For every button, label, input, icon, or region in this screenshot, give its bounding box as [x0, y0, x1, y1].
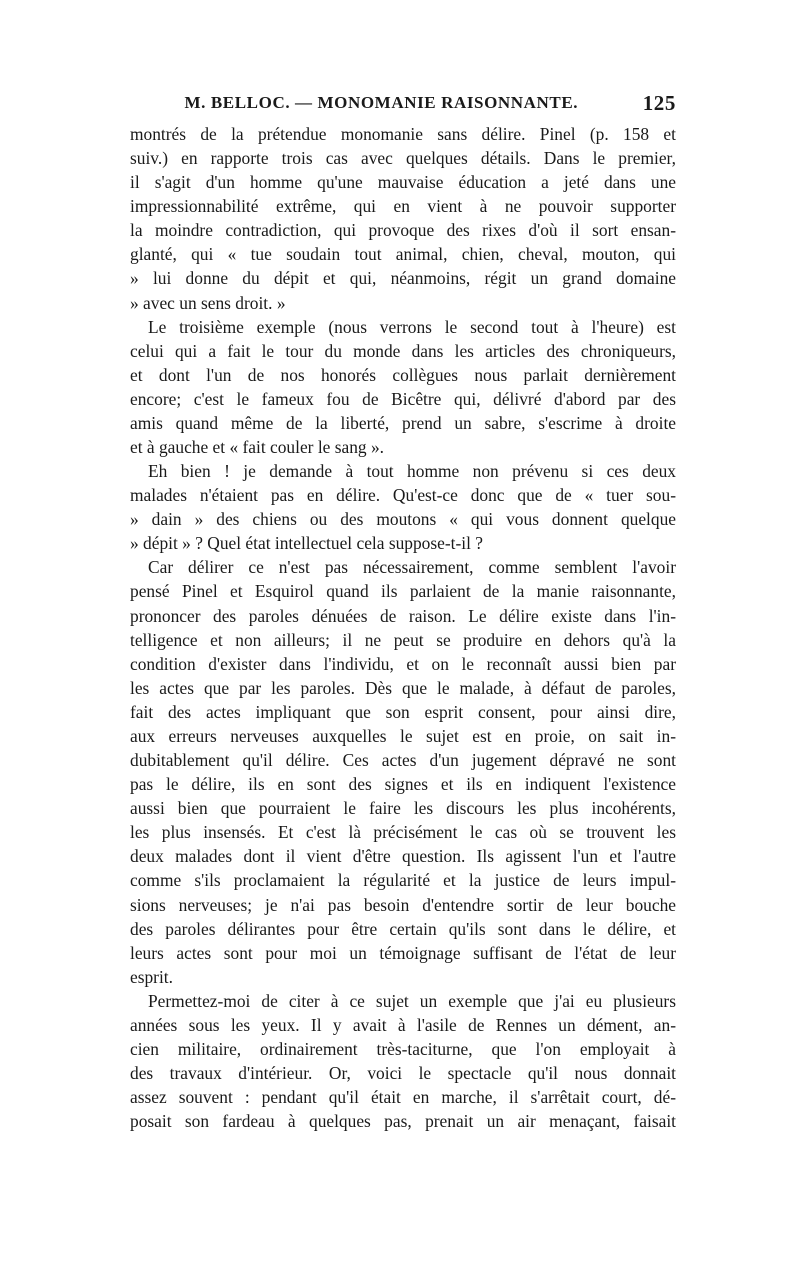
text-line: » avec un sens droit. » [130, 292, 286, 313]
text-line: et dont l'un de nos honorés collègues nous parlait dernièrement [130, 364, 676, 385]
text-line: pas le délire, ils en sont des signes et ils en indiquent l'existence [130, 774, 676, 795]
running-head-author: M. BELLOC. [184, 93, 291, 112]
text-line: posait son fardeau à quelques pas, prenait un air menaçant, faisait [130, 1111, 676, 1132]
text-line: des travaux d'intérieur. Or, voici le spectacle qu'il nous donnait [130, 1063, 676, 1084]
text-line: impressionnabilité extrême, qui en vient à ne pouvoir supporter [130, 196, 676, 217]
text-line: » dain » des chiens ou des moutons « qui vous donnent quelque [130, 509, 676, 530]
text-line: telligence et non ailleurs; il ne peut se produire en dehors qu'à la [130, 629, 676, 650]
text-line: fait des actes impliquant que son esprit consent, pour ainsi dire, [130, 701, 676, 722]
text-line: comme s'ils proclamaient la régularité et la justice de leurs impul- [130, 870, 676, 891]
running-head-separator: — [295, 93, 313, 112]
paragraph-first-line: Permettez-moi de citer à ce sujet un exemple que j'ai eu plusieurs [148, 990, 676, 1011]
text-line: » lui donne du dépit et qui, néanmoins, régit un grand domaine [130, 268, 676, 289]
text-line: les actes que par les paroles. Dès que le malade, à défaut de paroles, [130, 677, 676, 698]
text-line: aux erreurs nerveuses auxquelles le sujet est en proie, on sait in- [130, 725, 676, 746]
text-line: suiv.) en rapporte trois cas avec quelques détails. Dans le premier, [130, 148, 676, 169]
running-head-text [130, 93, 643, 113]
text-line: aussi bien que pourraient le faire les discours les plus incohérents, [130, 798, 676, 819]
running-head-title: MONOMANIE RAISONNANTE. [317, 93, 579, 112]
paragraph-first-line: Le troisième exemple (nous verrons le second tout à l'heure) est [148, 316, 676, 337]
text-line: assez souvent : pendant qu'il était en marche, il s'arrêtait court, dé- [130, 1087, 676, 1108]
text-line: celui qui a fait le tour du monde dans les articles des chroniqueurs, [130, 340, 676, 361]
text-line: les plus insensés. Et c'est là précisément le cas où se trouvent les [130, 822, 676, 843]
body-text [130, 122, 676, 1133]
text-line: encore; c'est le fameux fou de Bicêtre qui, délivré d'abord par des [130, 388, 676, 409]
paragraph-first-line: Eh bien ! je demande à tout homme non prévenu si ces deux [148, 461, 676, 482]
text-line: » dépit » ? Quel état intellectuel cela suppose-t-il ? [130, 533, 483, 554]
text-line: malades n'étaient pas en délire. Qu'est-ce donc que de « tuer sou- [130, 485, 676, 506]
text-line: sions nerveuses; je n'ai pas besoin d'entendre sortir de leur bouche [130, 894, 676, 915]
text-line: condition d'exister dans l'individu, et on le reconnaît aussi bien par [130, 653, 676, 674]
text-line: glanté, qui « tue soudain tout animal, chien, cheval, mouton, qui [130, 244, 676, 265]
text-line: dubitablement qu'il délire. Ces actes d'un jugement dépravé ne sont [130, 750, 676, 771]
text-line: années sous les yeux. Il y avait à l'asile de Rennes un dément, an- [130, 1014, 676, 1035]
text-line: pensé Pinel et Esquirol quand ils parlaient de la manie raisonnante, [130, 581, 676, 602]
page-number: 125 [642, 90, 676, 115]
text-line: prononcer des paroles dénuées de raison. Le délire existe dans l'in- [130, 605, 676, 626]
text-line: et à gauche et « fait couler le sang ». [130, 437, 384, 458]
text-line: montrés de la prétendue monomanie sans délire. Pinel (p. 158 et [130, 124, 676, 144]
text-line: esprit. [130, 966, 173, 987]
text-line: cien militaire, ordinairement très-taciturne, que l'on employait à [130, 1038, 676, 1059]
text-line: il s'agit d'un homme qu'une mauvaise éducation a jeté dans une [130, 172, 676, 193]
paragraph-first-line: Car délirer ce n'est pas nécessairement, comme semblent l'avoir [148, 557, 676, 578]
text-line: deux malades dont il vient d'être question. Ils agissent l'un et l'autre [130, 846, 676, 867]
running-head [130, 88, 676, 118]
text-line: la moindre contradiction, qui provoque des rixes d'où il sort ensan- [130, 220, 676, 241]
text-line: leurs actes sont pour moi un témoignage suffisant de l'état de leur [130, 942, 676, 963]
text-line: amis quand même de la liberté, prend un sabre, s'escrime à droite [130, 412, 676, 433]
text-line: des paroles délirantes pour être certain qu'ils sont dans le délire, et [130, 918, 676, 939]
